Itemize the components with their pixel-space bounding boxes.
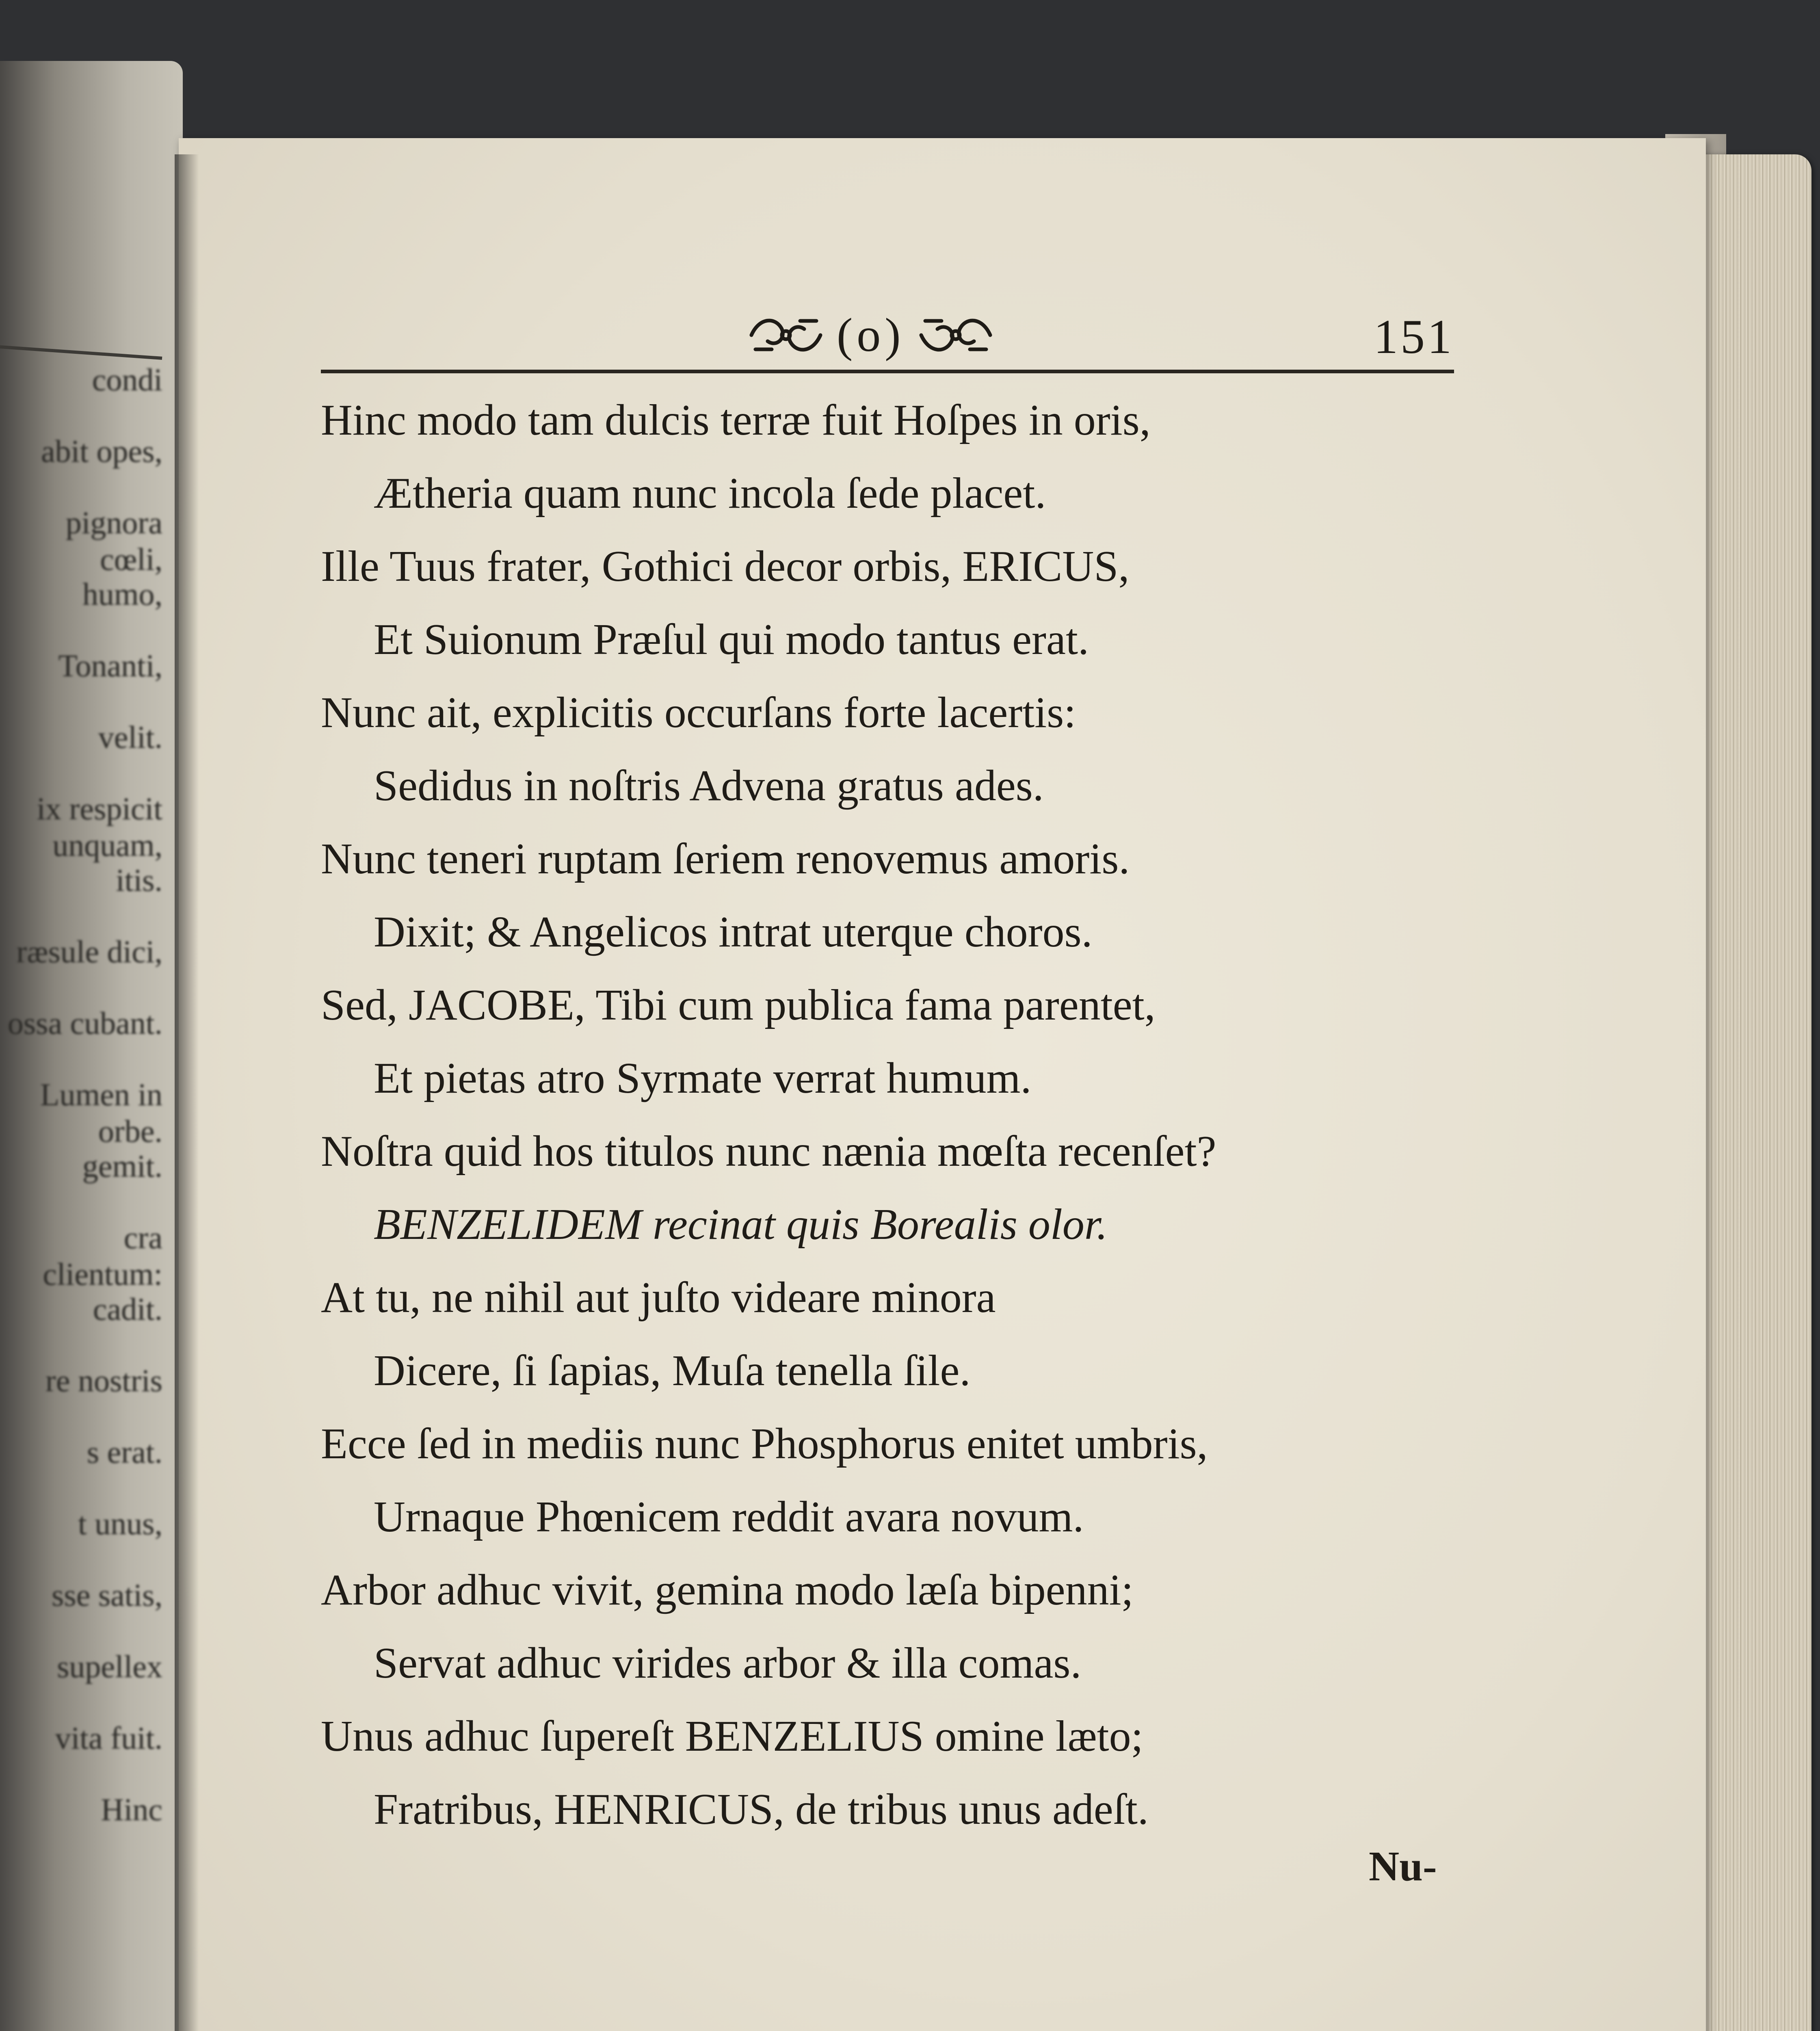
facing-fragment: t unus, bbox=[78, 1506, 162, 1541]
verse-line: Ætheria quam nunc incola ſede placet. bbox=[374, 469, 1046, 517]
facing-fragment: condi bbox=[92, 362, 162, 397]
verse-line: Nunc teneri ruptam ſeriem renovemus amoris. bbox=[321, 835, 1130, 883]
verse-line: Urnaque Phœnicem reddit avara novum. bbox=[374, 1493, 1084, 1541]
verse-line: Sedidus in noſtris Advena gratus ades. bbox=[374, 762, 1044, 810]
head-title: (o) bbox=[837, 308, 905, 362]
verse-line: Et pietas atro Syrmate verrat humum. bbox=[374, 1054, 1032, 1102]
verse-line: Nunc ait, explicitis occurſans forte lacertis: bbox=[321, 689, 1076, 737]
facing-page-text bbox=[4, 362, 175, 1863]
verse-line: Fratribus, HENRICUS, de tribus unus adeſt. bbox=[374, 1785, 1149, 1834]
head-ornament bbox=[743, 305, 998, 366]
running-head bbox=[321, 292, 1454, 374]
facing-fragment: pignora cœli, bbox=[65, 505, 162, 577]
facing-fragment: sse satis, bbox=[52, 1577, 162, 1613]
verse-line: Ille Tuus frater, Gothici decor orbis, ERICUS, bbox=[321, 542, 1130, 591]
facing-fragment: s erat. bbox=[87, 1434, 162, 1470]
verse-line: Dixit; & Angelicos intrat uterque choros. bbox=[374, 908, 1093, 956]
verse-line: At tu, ne nihil aut juſto videare minora bbox=[321, 1273, 996, 1322]
facing-fragment: ræsule dici, bbox=[16, 934, 162, 969]
facing-page-left bbox=[0, 61, 183, 2031]
facing-fragment: humo, bbox=[82, 576, 162, 612]
facing-fragment: Tonanti, bbox=[58, 648, 162, 683]
verse-line: Et Suionum Præſul qui modo tantus erat. bbox=[374, 615, 1089, 664]
verse-line: Noſtra quid hos titulos nunc nænia mœſta recenſet? bbox=[321, 1127, 1216, 1176]
facing-fragment: itis. bbox=[116, 862, 162, 898]
verse-line: Unus adhuc ſupereſt BENZELIUS omine læto; bbox=[321, 1712, 1143, 1760]
facing-fragment: gemit. bbox=[82, 1148, 162, 1184]
facing-fragment: ix respicit unquam, bbox=[37, 791, 162, 863]
facing-fragment: cadit. bbox=[93, 1291, 162, 1327]
verse-line: Ecce ſed in mediis nunc Phosphorus enitet umbris, bbox=[321, 1420, 1208, 1468]
gutter-shadow bbox=[175, 154, 199, 2031]
verse-line: Arbor adhuc vivit, gemina modo læſa bipenni; bbox=[321, 1566, 1134, 1614]
catchword: Nu- bbox=[1369, 1843, 1437, 1890]
facing-fragment: vita fuit. bbox=[55, 1720, 162, 1756]
verse-line: Hinc modo tam dulcis terræ fuit Hoſpes in oris, bbox=[321, 396, 1151, 444]
fleuron-left-icon bbox=[743, 309, 829, 362]
facing-fragment: re nostris bbox=[45, 1363, 162, 1398]
facing-fragment: supellex bbox=[57, 1649, 162, 1684]
verse-line: Servat adhuc virides arbor & illa comas. bbox=[374, 1639, 1082, 1687]
facing-fragment: abit opes, bbox=[41, 433, 162, 469]
facing-page-rule bbox=[0, 345, 162, 360]
verse-line: BENZELIDEM recinat quis Borealis olor. bbox=[374, 1200, 1108, 1249]
facing-fragment: Lumen in orbe. bbox=[40, 1077, 162, 1149]
facing-fragment: velit. bbox=[98, 719, 162, 755]
fleuron-right-icon bbox=[913, 309, 998, 362]
header-rule bbox=[321, 370, 1454, 373]
verse-block bbox=[321, 384, 1478, 1846]
page-number: 151 bbox=[1374, 310, 1454, 364]
facing-fragment: Hinc bbox=[101, 1792, 162, 1827]
verse-line: Sed, JACOBE, Tibi cum publica fama parentet, bbox=[321, 981, 1156, 1029]
facing-fragment: ossa cubant. bbox=[7, 1005, 162, 1041]
facing-fragment: cra clientum: bbox=[43, 1220, 162, 1292]
verse-line: Dicere, ſi ſapias, Muſa tenella ſile. bbox=[374, 1347, 971, 1395]
